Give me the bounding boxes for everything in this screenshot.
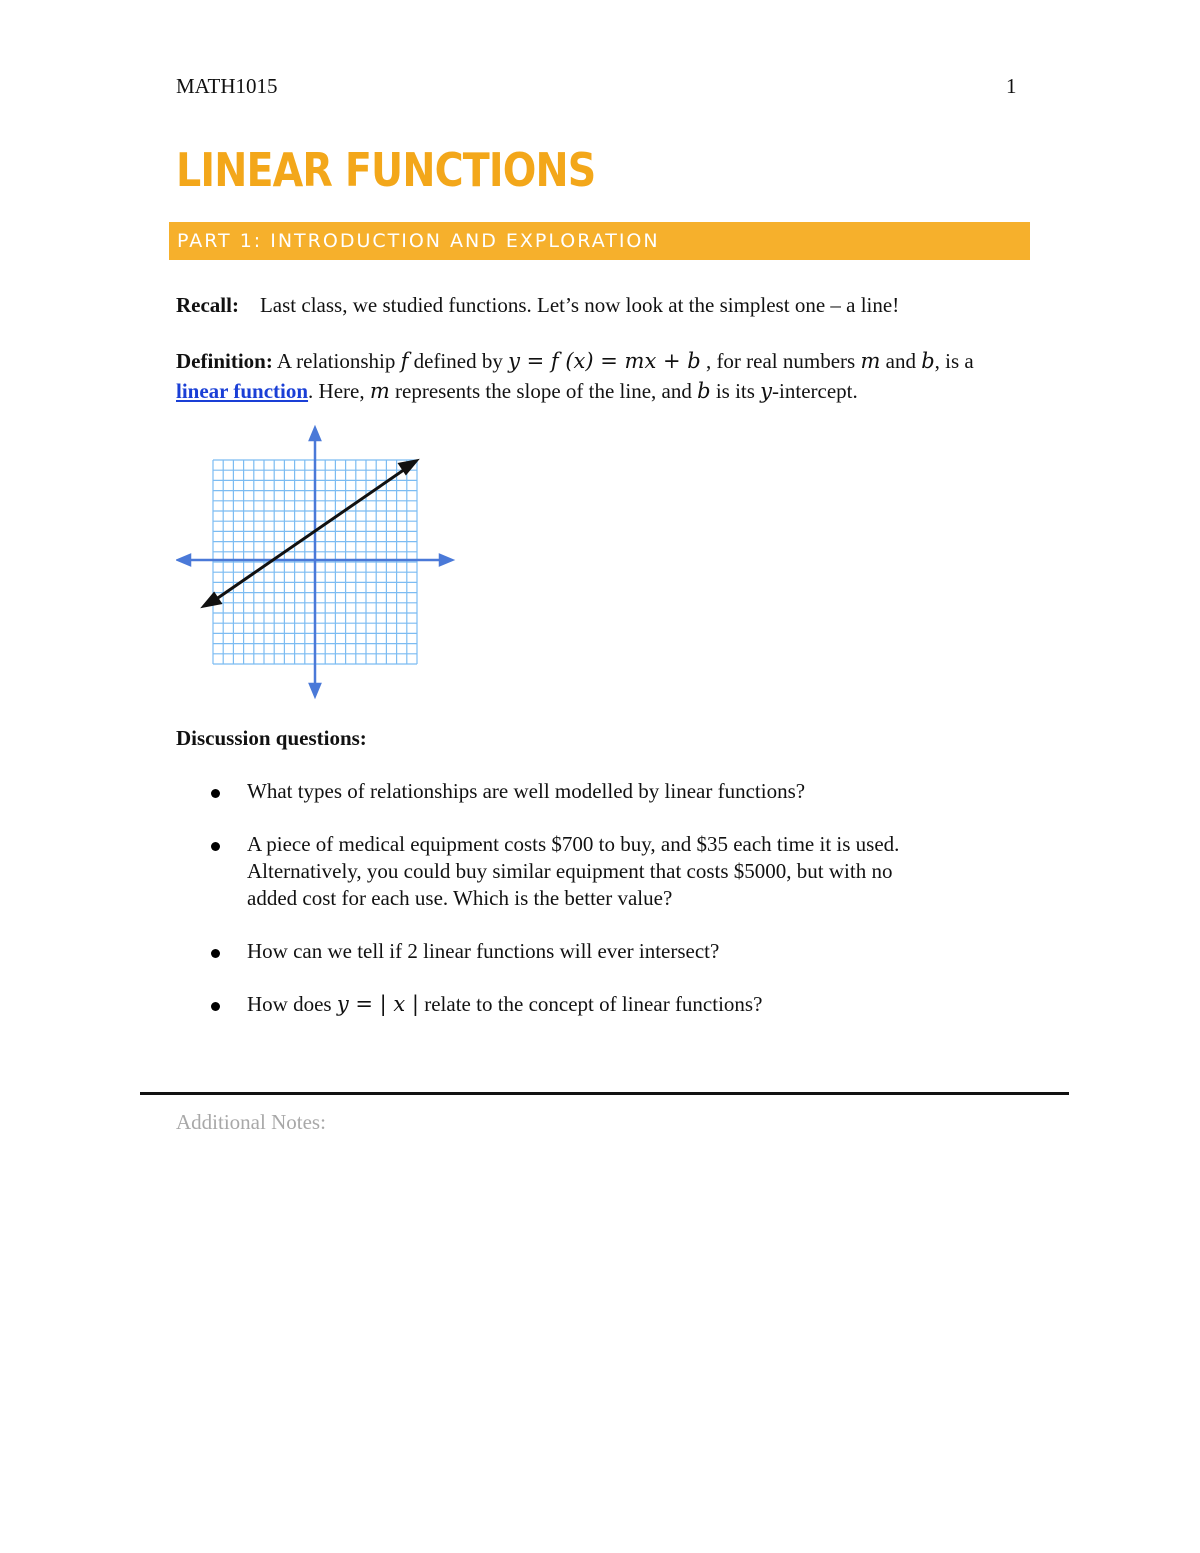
list-item — [206, 938, 1006, 965]
formula-abs: y = | x | — [336, 992, 419, 1016]
var-m: m — [860, 349, 881, 373]
question-text: A piece of medical equipment costs $700 to buy, and $35 each time it is used. — [247, 832, 900, 856]
question-text: Alternatively, you could buy similar equipment that costs $5000, but with no — [247, 859, 893, 883]
question-text: What types of relationships are well modelled by linear functions? — [247, 779, 806, 803]
additional-notes-label: Additional Notes: — [176, 1110, 326, 1134]
recall-text: Last class, we studied functions. Let’s now look at the simplest one – a line! — [259, 293, 900, 317]
var-b: b — [921, 349, 935, 373]
x-axis-right-arrow — [440, 555, 452, 565]
question-text: relate to the concept of linear functions? — [418, 992, 763, 1016]
list-item — [206, 991, 1006, 1018]
bullet-icon — [211, 842, 220, 851]
question-text: added cost for each use. Which is the better value? — [247, 886, 673, 910]
definition-label: Definition: — [176, 349, 273, 373]
discussion-heading: Discussion questions: — [176, 726, 367, 750]
var-b: b — [697, 379, 711, 403]
formula: y = f (x) = mx + b — [508, 349, 701, 373]
definition-text: represents the slope of the line, and — [389, 379, 698, 403]
var-y: y — [760, 379, 773, 403]
definition-text: -intercept. — [772, 379, 858, 403]
bullet-icon — [211, 789, 220, 798]
course-code: MATH1015 — [176, 74, 278, 98]
question-text: How does — [247, 992, 337, 1016]
definition-text: A relationship — [276, 349, 401, 373]
page-title: LINEAR FUNCTIONS — [176, 143, 596, 197]
definition-text: , for real numbers — [700, 349, 861, 373]
linear-graph — [176, 424, 456, 700]
list-item — [206, 778, 1006, 805]
bullet-icon — [211, 1002, 220, 1011]
definition-text: and — [880, 349, 922, 373]
definition-text: . Here, — [308, 379, 370, 403]
section-band — [169, 222, 1030, 260]
definition-text: , is a — [934, 349, 974, 373]
line-arrow-left — [204, 594, 220, 606]
list-item — [206, 831, 1006, 912]
function-line — [204, 461, 416, 606]
y-axis-down-arrow — [310, 684, 320, 696]
y-axis-up-arrow — [310, 428, 320, 440]
page-number: 1 — [1006, 74, 1017, 98]
bullet-icon — [211, 949, 220, 958]
question-text: How can we tell if 2 linear functions will ever intersect? — [247, 939, 720, 963]
divider — [140, 1092, 1069, 1095]
definition-text: defined by — [408, 349, 509, 373]
linear-function-link[interactable]: linear function — [176, 379, 309, 403]
definition-paragraph — [176, 346, 974, 406]
var-m: m — [369, 379, 390, 403]
var-f: f — [400, 349, 409, 373]
section-band-label: PART 1: INTRODUCTION AND EXPLORATION — [177, 230, 660, 252]
x-axis-left-arrow — [178, 555, 190, 565]
line-segment — [212, 467, 408, 602]
recall-label: Recall: — [176, 293, 239, 317]
discussion-list — [206, 778, 1006, 1044]
recall-paragraph — [176, 290, 899, 320]
definition-text: is its — [710, 379, 761, 403]
